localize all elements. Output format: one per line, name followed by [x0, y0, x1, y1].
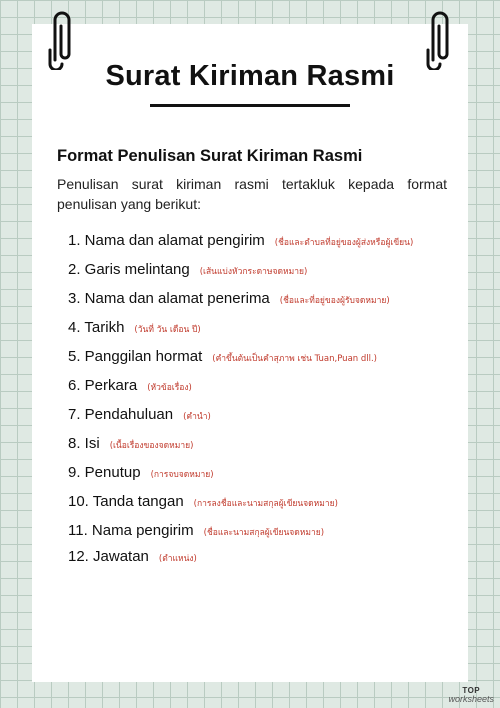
- list-item-note: (วันที่ วัน เดือน ปี): [134, 325, 201, 335]
- list-item-note: (การจบจดหมาย): [150, 470, 214, 480]
- list-item: 8. Isi (เนื้อเรื่องของจดหมาย): [68, 435, 194, 452]
- list-item: 3. Nama dan alamat penerima (ชื่อและที่อยู่ของผู้รับจดหมาย): [68, 290, 390, 307]
- list-item-note: (ชื่อและตำบลที่อยู่ของผู้ส่งหรือผู้เขียน): [274, 238, 414, 248]
- list-item-note: (เส้นแบ่งหัวกระดาษจดหมาย): [199, 267, 308, 277]
- list-item: 4. Tarikh (วันที่ วัน เดือน ปี): [68, 319, 201, 336]
- brand-logo[interactable]: TOP worksheets: [448, 686, 494, 704]
- list-item: 7. Pendahuluan (คำนำ): [68, 406, 211, 423]
- section-heading: Format Penulisan Surat Kiriman Rasmi: [57, 147, 363, 165]
- list-item: 1. Nama dan alamat pengirim (ชื่อและตำบลที่อยู่ของผู้ส่งหรือผู้เขียน): [68, 232, 414, 249]
- list-item-note: (ชื่อและนามสกุลผู้เขียนจดหมาย): [203, 528, 325, 538]
- list-item: 10. Tanda tangan (การลงชื่อและนามสกุลผู้เขียนจดหมาย): [68, 493, 338, 510]
- page-title: Surat Kiriman Rasmi: [105, 60, 395, 92]
- list-item: 6. Perkara (หัวข้อเรื่อง): [68, 377, 192, 394]
- list-item-note: (คำขึ้นต้นเป็นคำสุภาพ เช่น Tuan,Puan dll.): [212, 354, 378, 364]
- intro-paragraph: Penulisan surat kiriman rasmi tertakluk kepada format penulisan yang berikut:: [57, 176, 447, 212]
- list-item: 12. Jawatan (ตำแหน่ง): [68, 548, 197, 565]
- list-item: 9. Penutup (การจบจดหมาย): [68, 464, 214, 481]
- list-item: 11. Nama pengirim (ชื่อและนามสกุลผู้เขียนจดหมาย): [68, 522, 325, 539]
- list-item-note: (หัวข้อเรื่อง): [147, 383, 192, 393]
- list-item-note: (ตำแหน่ง): [158, 554, 197, 564]
- list-item: 2. Garis melintang (เส้นแบ่งหัวกระดาษจดหมาย): [68, 261, 308, 278]
- list-item: 5. Panggilan hormat (คำขึ้นต้นเป็นคำสุภาพ เช่น Tuan,Puan dll.): [68, 348, 378, 365]
- title-underline: [150, 104, 350, 107]
- list-item-note: (คำนำ): [183, 412, 211, 422]
- list-item-note: (ชื่อและที่อยู่ของผู้รับจดหมาย): [279, 296, 390, 306]
- list-item-note: (การลงชื่อและนามสกุลผู้เขียนจดหมาย): [193, 499, 338, 509]
- list-item-note: (เนื้อเรื่องของจดหมาย): [109, 441, 194, 451]
